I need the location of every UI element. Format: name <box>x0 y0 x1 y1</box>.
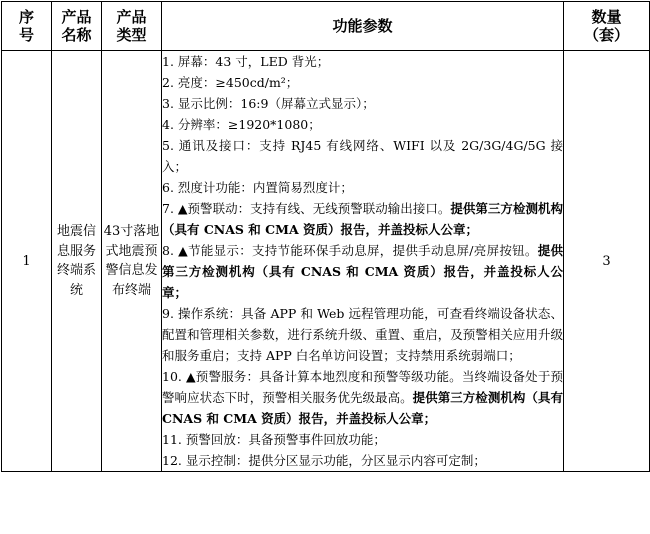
param-requirement: 提供第三方检测机构（具有 CNAS 和 CMA 资质）报告，并盖投标人公章； <box>162 201 563 237</box>
param-item <box>162 177 563 198</box>
row-qty: 3 <box>564 51 650 472</box>
header-qty: 数量 （套） <box>564 2 650 51</box>
param-item <box>162 303 563 366</box>
param-item <box>162 366 563 429</box>
param-item <box>162 51 563 72</box>
param-text: 5. 通讯及接口：支持 RJ45 有线网络、WIFI 以及 2G/3G/4G/5G 接入； <box>162 138 563 174</box>
param-requirement: 提供第三方检测机构（具有 CNAS 和 CMA 资质）报告，并盖投标人公章； <box>162 390 563 426</box>
param-requirement: 提供第三方检测机构（具有 CNAS 和 CMA 资质）报告，并盖投标人公章； <box>162 243 563 300</box>
param-text: 7. ▲预警联动：支持有线、无线预警联动输出接口。 <box>162 201 451 216</box>
header-seq: 序 号 <box>2 2 52 51</box>
params-cell <box>162 51 564 472</box>
param-text: 4. 分辨率：≥1920*1080； <box>162 117 321 132</box>
header-product-type: 产品 类型 <box>102 2 162 51</box>
header-params: 功能参数 <box>162 2 564 51</box>
row-seq: 1 <box>2 51 52 472</box>
table-row <box>2 51 650 472</box>
param-item <box>162 72 563 93</box>
param-item <box>162 135 563 177</box>
param-item <box>162 93 563 114</box>
param-text: 3. 显示比例：16:9（屏幕立式显示）； <box>162 96 375 111</box>
param-item <box>162 198 563 240</box>
param-text: 8. ▲节能显示：支持节能环保手动息屏，提供手动息屏/亮屏按钮。 <box>162 243 538 258</box>
param-text: 6. 烈度计功能：内置简易烈度计； <box>162 180 353 195</box>
header-product-name: 产品 名称 <box>52 2 102 51</box>
param-text: 11. 预警回放：具备预警事件回放功能； <box>162 432 386 447</box>
params-list <box>162 51 563 471</box>
spec-table <box>1 1 650 472</box>
param-text: 10. ▲预警服务：具备计算本地烈度和预警等级功能。当终端设备处于预警响应状态下时，预警相关服务优先级最高。 <box>162 369 563 405</box>
param-item <box>162 450 563 471</box>
header-row <box>2 2 650 51</box>
param-item <box>162 429 563 450</box>
param-item <box>162 114 563 135</box>
param-text: 9. 操作系统：具备 APP 和 Web 远程管理功能，可查看终端设备状态、配置和管理相关参数，进行系统升级、重置、重启，及预警相关应用升级和服务重启；支持 APP 白名单访问设置；支持禁用系统弱端口； <box>162 306 563 363</box>
row-product-name: 地震信息服务终端系统 <box>52 51 102 472</box>
param-item <box>162 240 563 303</box>
param-text: 2. 亮度：≥450cd/m²； <box>162 75 299 90</box>
param-text: 12. 显示控制：提供分区显示功能，分区显示内容可定制； <box>162 453 486 468</box>
row-product-type: 43寸落地式地震预警信息发布终端 <box>102 51 162 472</box>
param-text: 1. 屏幕：43 寸，LED 背光； <box>162 54 330 69</box>
